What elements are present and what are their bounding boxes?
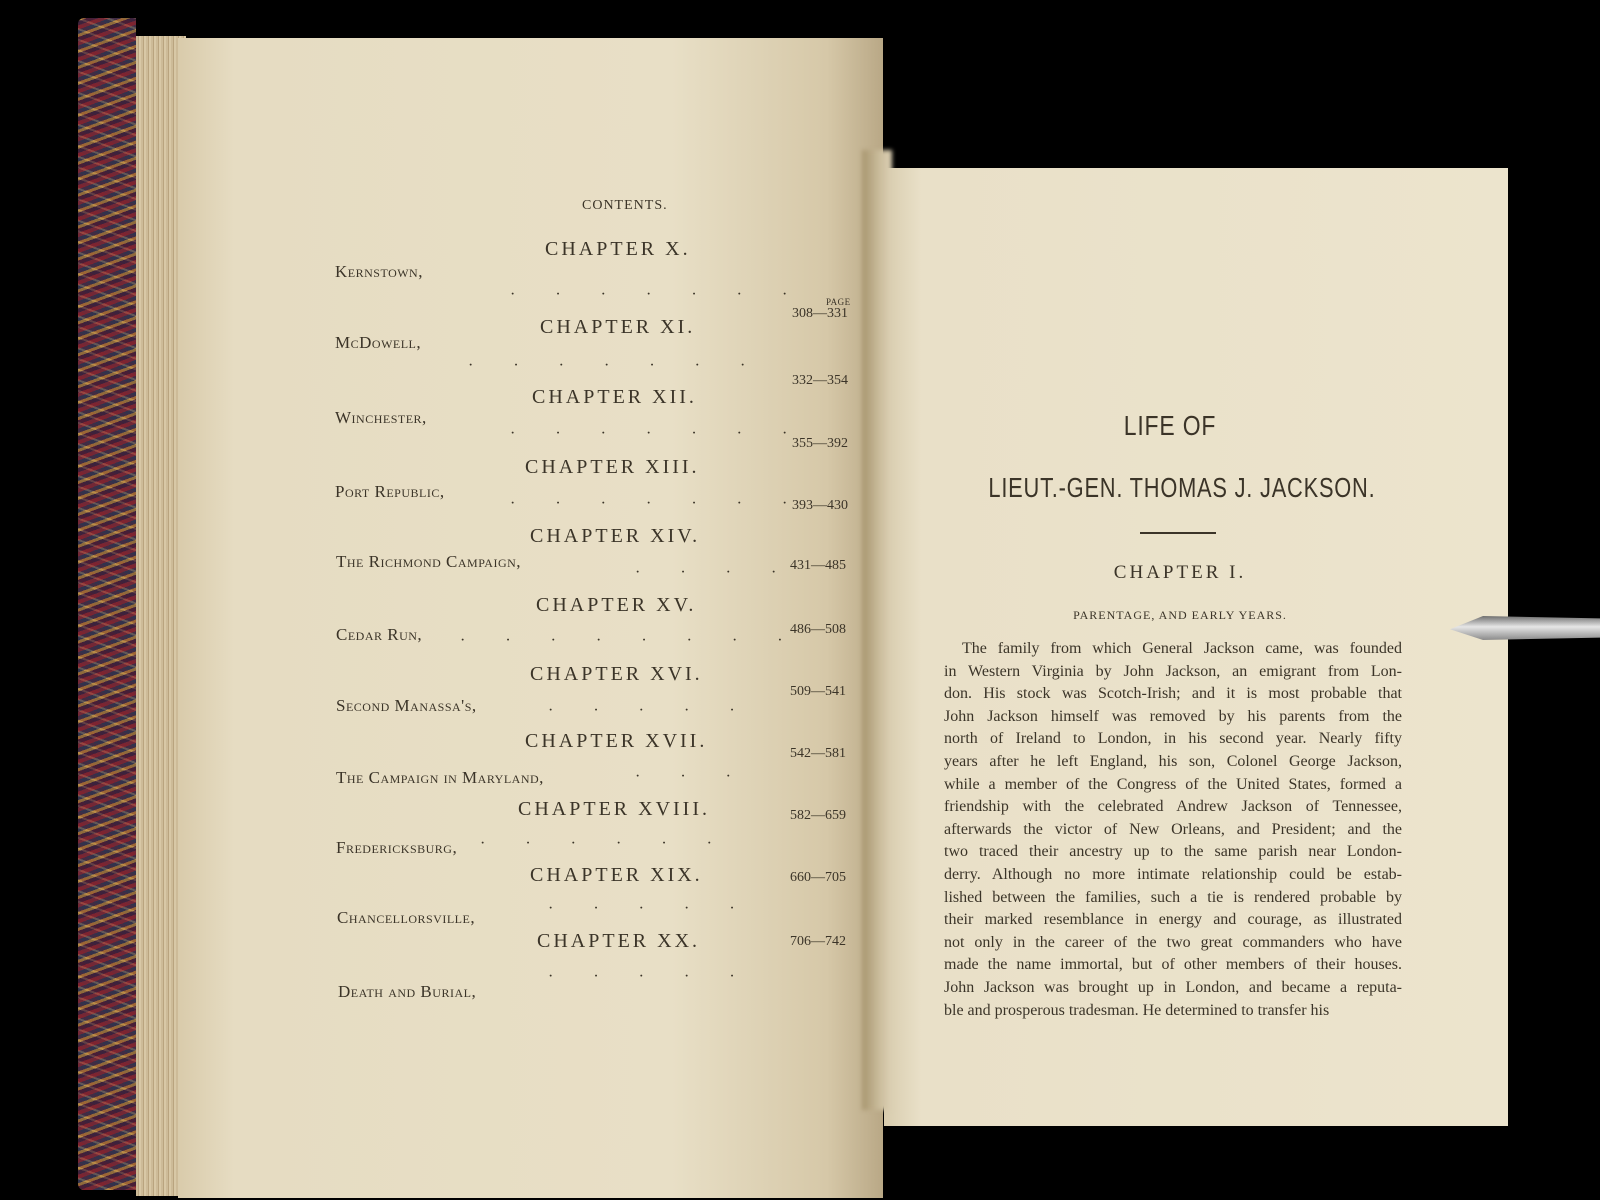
toc-page-range: 355—392 bbox=[792, 436, 848, 451]
toc-leader-dots: · · · · · · · bbox=[510, 425, 806, 442]
body-text-line: lished between the families, such a tie is rendered probable by bbox=[944, 888, 1402, 906]
contents-header: CONTENTS. bbox=[582, 198, 668, 213]
body-text-line: John Jackson himself was removed by his parents from the bbox=[944, 707, 1402, 725]
toc-chapter-heading: CHAPTER XVI. bbox=[530, 663, 703, 685]
book-title-line1: LIFE OF bbox=[1123, 410, 1217, 441]
body-text-line: their marked resemblance in energy and courage, as illustrated bbox=[944, 911, 1402, 929]
chapter-one-subtitle: PARENTAGE, AND EARLY YEARS. bbox=[1073, 608, 1287, 622]
toc-entry-title: Second Manassa's, bbox=[336, 696, 477, 715]
toc-page-range: 308—331 bbox=[792, 306, 848, 321]
toc-page-range: 582—659 bbox=[790, 808, 846, 823]
body-text-line: north of Ireland to London, in his second year. Nearly fifty bbox=[944, 730, 1402, 748]
toc-entry-title: Death and Burial, bbox=[338, 982, 477, 1001]
toc-page-range: 431—485 bbox=[790, 558, 846, 573]
toc-leader-dots: · · · · bbox=[635, 564, 795, 581]
toc-page-range: 542—581 bbox=[790, 746, 846, 761]
toc-leader-dots: · · · · · · · bbox=[468, 357, 764, 374]
toc-entry-title: Chancellorsville, bbox=[337, 908, 476, 927]
toc-entry-title: Cedar Run, bbox=[336, 625, 423, 644]
toc-entry-title: The Campaign in Maryland, bbox=[336, 768, 544, 787]
toc-entry-title: Port Republic, bbox=[335, 482, 445, 501]
toc-page-range: 660—705 bbox=[790, 870, 846, 885]
toc-chapter-heading: CHAPTER XIV. bbox=[530, 525, 701, 547]
toc-entry-title: Kernstown, bbox=[335, 262, 423, 281]
left-page bbox=[178, 38, 883, 1198]
toc-leader-dots: · · · · · bbox=[548, 968, 753, 985]
book-gutter bbox=[862, 150, 892, 1110]
body-text-line: don. His stock was Scotch-Irish; and it is most probable that bbox=[944, 685, 1402, 703]
toc-leader-dots: · · · · · bbox=[548, 900, 753, 917]
body-text-line: friendship with the celebrated Andrew Jackson of Tennessee, bbox=[944, 798, 1402, 816]
toc-entry-title: The Richmond Campaign, bbox=[336, 552, 522, 571]
toc-chapter-heading: CHAPTER XX. bbox=[537, 930, 701, 952]
toc-page-range: 393—430 bbox=[792, 498, 848, 513]
chapter-one-heading: CHAPTER I. bbox=[1113, 562, 1247, 583]
toc-chapter-heading: CHAPTER XVIII. bbox=[518, 798, 710, 820]
toc-leader-dots: · · · · · · · bbox=[510, 286, 806, 303]
toc-page-range: 332—354 bbox=[792, 373, 848, 388]
page-column-label: PAGE bbox=[826, 297, 851, 307]
body-text-line: derry. Although no more intimate relationship could be estab- bbox=[944, 866, 1402, 883]
body-text-line: John Jackson was brought up in London, and became a reputa- bbox=[944, 979, 1402, 996]
toc-chapter-heading: CHAPTER XIX. bbox=[530, 864, 703, 886]
marbled-page-edge bbox=[78, 18, 136, 1190]
toc-entry-title: McDowell, bbox=[335, 333, 422, 352]
body-text-line: two traced their ancestry up to the same parish near London- bbox=[944, 843, 1402, 861]
toc-page-range: 486—508 bbox=[790, 622, 846, 637]
body-text-line: made the name immortal, but of other members of their houses. bbox=[944, 956, 1402, 974]
toc-chapter-heading: CHAPTER XII. bbox=[532, 386, 697, 408]
toc-leader-dots: · · · · · · · · bbox=[460, 632, 801, 649]
toc-page-range: 706—742 bbox=[790, 934, 846, 949]
toc-chapter-heading: CHAPTER X. bbox=[545, 238, 691, 260]
toc-leader-dots: · · · · · · · bbox=[510, 495, 806, 512]
body-text-line: not only in the career of the two great commanders who have bbox=[944, 933, 1402, 951]
book-title-line2: LIEUT.-GEN. THOMAS J. JACKSON. bbox=[988, 472, 1376, 503]
body-text-line: in Western Virginia by John Jackson, an emigrant from Lon- bbox=[944, 662, 1402, 680]
body-text-line: while a member of the Congress of the United States, formed a bbox=[944, 775, 1402, 793]
toc-chapter-heading: CHAPTER XI. bbox=[540, 316, 696, 338]
toc-leader-dots: · · · · · bbox=[548, 702, 753, 719]
title-rule bbox=[1140, 532, 1216, 534]
toc-page-range: 509—541 bbox=[790, 684, 846, 699]
toc-chapter-heading: CHAPTER XV. bbox=[536, 594, 697, 616]
toc-leader-dots: · · · · · · bbox=[480, 835, 730, 852]
toc-entry-title: Winchester, bbox=[335, 408, 427, 427]
body-text-line: years after he left England, his son, Colonel George Jackson, bbox=[944, 753, 1402, 770]
toc-chapter-heading: CHAPTER XIII. bbox=[525, 456, 700, 478]
body-text-line: ble and prosperous tradesman. He determined to transfer his bbox=[944, 1001, 1330, 1019]
body-text-line: afterwards the victor of New Orleans, and President; and the bbox=[944, 820, 1402, 838]
body-text-line: The family from which General Jackson came, was founded bbox=[962, 640, 1402, 657]
toc-entry-title: Fredericksburg, bbox=[336, 838, 458, 857]
toc-chapter-heading: CHAPTER XVII. bbox=[525, 730, 708, 752]
toc-leader-dots: · · · bbox=[635, 768, 749, 785]
